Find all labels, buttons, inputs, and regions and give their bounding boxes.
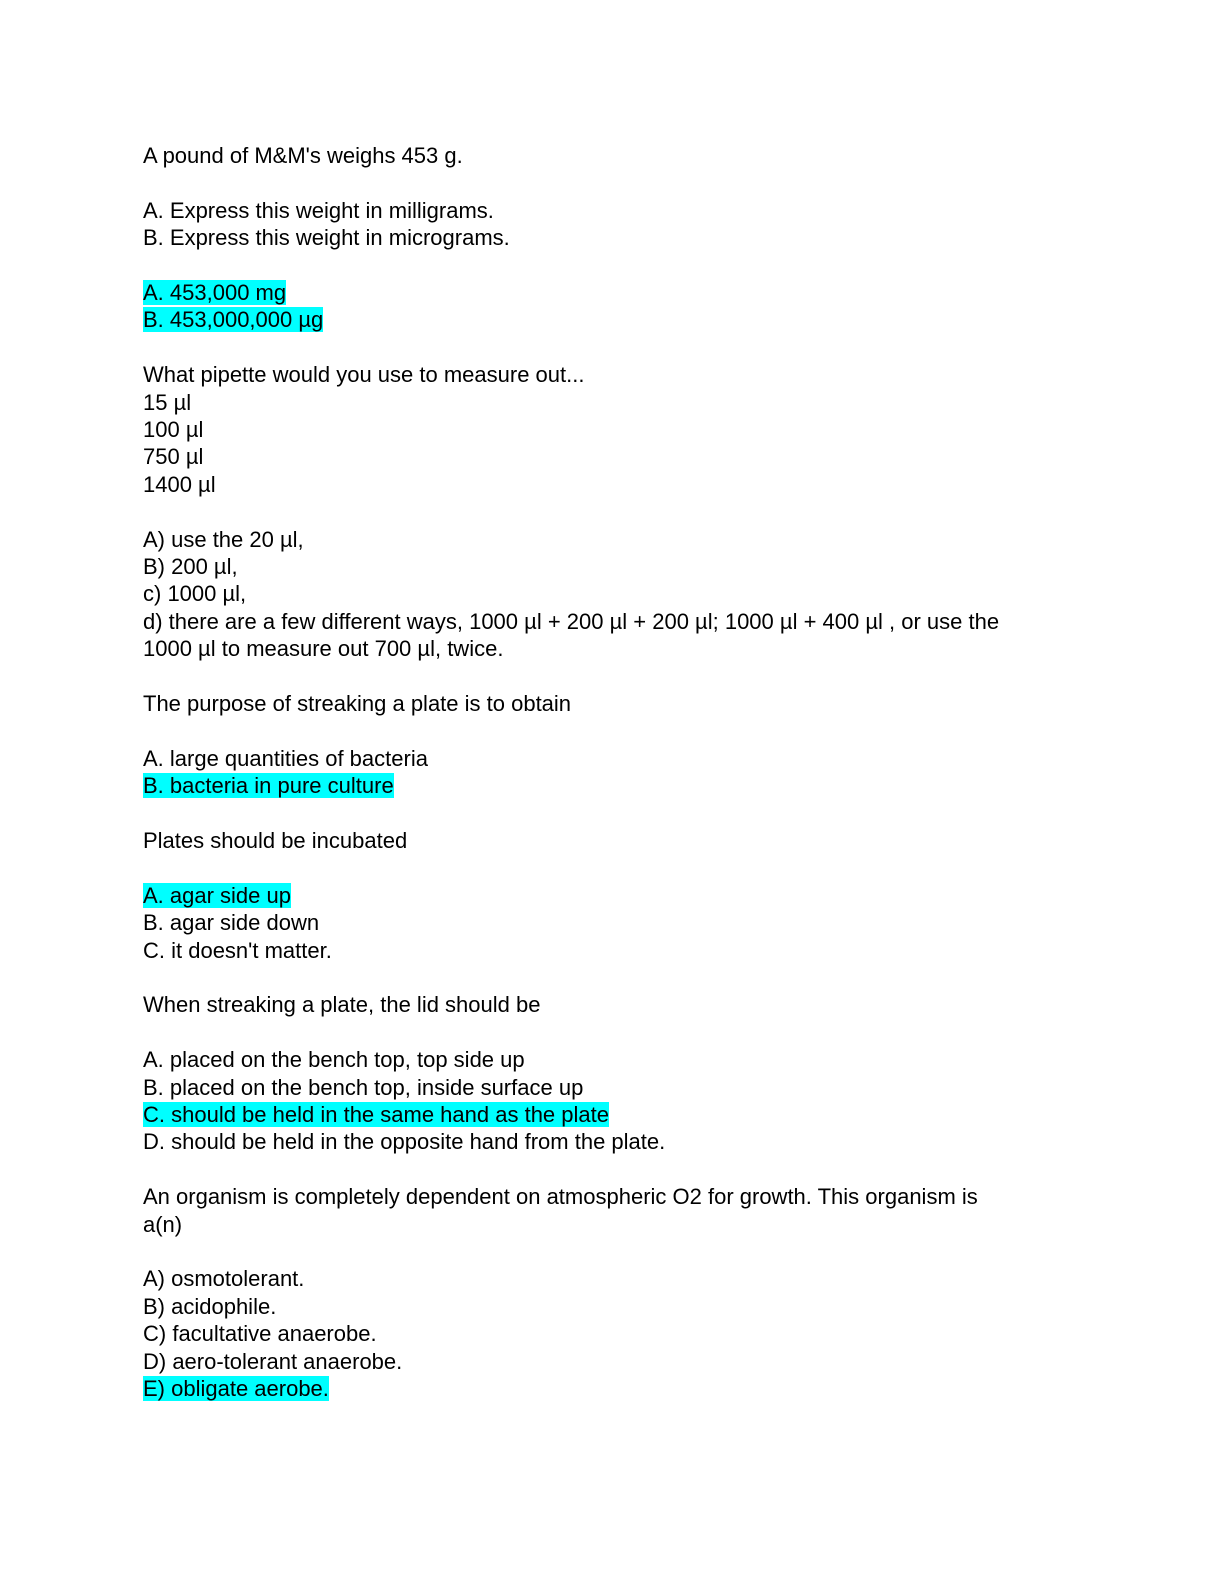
question-6-prompt: a(n)	[143, 1211, 183, 1237]
spacer	[143, 854, 1083, 881]
spacer	[143, 498, 1083, 525]
question-6-prompt: An organism is completely dependent on atmospheric O2 for growth. This organism is	[143, 1184, 978, 1210]
question-1-answer-a	[143, 279, 1083, 306]
spacer	[143, 800, 1083, 827]
question-2-volume: 750 µl	[143, 444, 204, 470]
question-2-prompt: What pipette would you use to measure out...	[143, 362, 585, 388]
question-5-option	[143, 1101, 1083, 1128]
question-2-answer: 1000 µl to measure out 700 µl, twice.	[143, 636, 504, 662]
question-5-option: D. should be held in the opposite hand from the plate.	[143, 1129, 666, 1155]
question-2-volume: 1400 µl	[143, 471, 216, 497]
highlighted-answer: B. 453,000,000 µg	[143, 307, 324, 333]
highlighted-answer: B. bacteria in pure culture	[143, 773, 394, 799]
question-1-part-a: A. Express this weight in milligrams.	[143, 197, 494, 223]
question-6-option: A) osmotolerant.	[143, 1266, 305, 1292]
question-4-option	[143, 882, 1083, 909]
spacer	[143, 169, 1083, 196]
spacer	[143, 1156, 1083, 1183]
question-4-prompt: Plates should be incubated	[143, 828, 408, 854]
spacer	[143, 1238, 1083, 1265]
question-2-answer: c) 1000 µl,	[143, 581, 247, 607]
spacer	[143, 717, 1083, 744]
spacer	[143, 663, 1083, 690]
question-2-answer: B) 200 µl,	[143, 554, 238, 580]
question-2-volume: 100 µl	[143, 417, 204, 443]
highlighted-answer: A. agar side up	[143, 882, 291, 908]
question-2-volume: 15 µl	[143, 389, 192, 415]
question-1-prompt: A pound of M&M's weighs 453 g.	[143, 143, 463, 168]
spacer	[143, 964, 1083, 991]
question-2-answer: A) use the 20 µl,	[143, 526, 304, 552]
highlighted-answer: E) obligate aerobe.	[143, 1376, 329, 1402]
question-6-option: B) acidophile.	[143, 1293, 277, 1319]
question-3-option: A. large quantities of bacteria	[143, 745, 428, 771]
question-6-option: D) aero-tolerant anaerobe.	[143, 1348, 403, 1374]
spacer	[143, 334, 1083, 361]
question-4-option: B. agar side down	[143, 910, 320, 936]
question-3-option	[143, 772, 1083, 799]
question-1-part-b: B. Express this weight in micrograms.	[143, 225, 510, 251]
highlighted-answer: A. 453,000 mg	[143, 280, 287, 305]
document-page	[143, 142, 1083, 1403]
highlighted-answer: C. should be held in the same hand as the plate	[143, 1102, 609, 1128]
question-1-answer-b	[143, 306, 1083, 333]
spacer	[143, 1019, 1083, 1046]
spacer	[143, 252, 1083, 279]
question-5-option: A. placed on the bench top, top side up	[143, 1047, 525, 1073]
question-3-prompt: The purpose of streaking a plate is to obtain	[143, 691, 572, 717]
question-6-option	[143, 1375, 1083, 1402]
question-5-prompt: When streaking a plate, the lid should be	[143, 992, 541, 1018]
question-5-option: B. placed on the bench top, inside surface up	[143, 1074, 584, 1100]
question-2-answer: d) there are a few different ways, 1000 µl + 200 µl + 200 µl; 1000 µl + 400 µl , or use the	[143, 608, 1000, 634]
question-4-option: C. it doesn't matter.	[143, 937, 332, 963]
question-6-option: C) facultative anaerobe.	[143, 1321, 377, 1347]
